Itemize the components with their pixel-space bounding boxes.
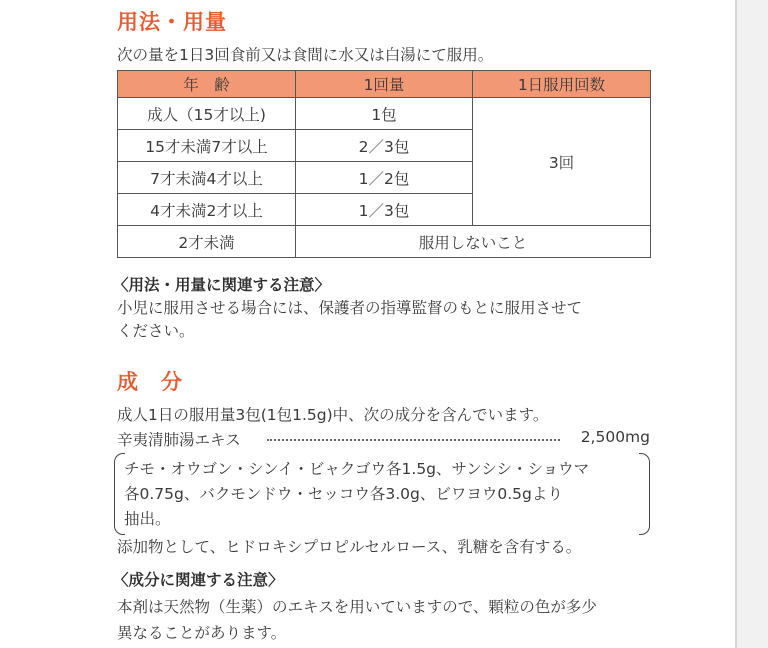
ingredient-caution-heading: 〈成分に関連する注意〉 [113, 571, 284, 589]
age-cell: 7才未満4才以上 [118, 162, 296, 194]
crude-drug-line: 各0.75g、バクモンドウ・セッコウ各3.0g、ビワヨウ0.5gより [124, 485, 563, 503]
extract-name: 辛夷清肺湯エキス [117, 431, 241, 449]
table-header-row [118, 71, 651, 98]
crude-drug-line: チモ・オウゴン・シンイ・ビャクゴウ各1.5g、サンシシ・ショウマ [124, 460, 590, 478]
header-times: 1日服用回数 [473, 71, 651, 98]
ingredients-heading: 成 分 [117, 370, 183, 394]
age-cell: 4才未満2才以上 [118, 194, 296, 226]
crude-drug-line: 抽出。 [124, 510, 171, 528]
usage-intro: 次の量を1日3回食前又は食間に水又は白湯にて服用。 [117, 46, 494, 64]
dose-cell: 1／2包 [296, 162, 473, 194]
dose-cell: 1／3包 [296, 194, 473, 226]
dose-cell: 2／3包 [296, 130, 473, 162]
ingredient-caution-line: 本剤は天然物（生薬）のエキスを用いていますので、顆粒の色が多少 [117, 598, 597, 616]
usage-caution-line: 小児に服用させる場合には、保護者の指導監督のもとに服用させて [117, 299, 583, 317]
table-row [118, 226, 651, 258]
leader-dots [267, 439, 560, 441]
times-cell: 3回 [473, 98, 651, 226]
usage-caution-heading: 〈用法・用量に関連する注意〉 [113, 276, 331, 294]
age-cell: 2才未満 [118, 226, 296, 258]
extract-row [117, 428, 650, 448]
table-row [118, 98, 651, 130]
extract-amount: 2,500mg [580, 428, 650, 446]
header-dose: 1回量 [296, 71, 473, 98]
no-dose-cell: 服用しないこと [296, 226, 651, 258]
ingredient-caution-line: 異なることがあります。 [117, 624, 287, 642]
age-cell: 成人（15才以上) [118, 98, 296, 130]
dose-cell: 1包 [296, 98, 473, 130]
ingredients-intro: 成人1日の服用量3包(1包1.5g)中、次の成分を含んでいます。 [117, 406, 549, 424]
additives-text: 添加物として、ヒドロキシプロピルセルロース、乳糖を含有する。 [117, 538, 582, 556]
right-bracket [639, 453, 650, 535]
header-age: 年 齢 [118, 71, 296, 98]
page-edge [735, 0, 737, 648]
usage-caution-line: ください。 [117, 322, 195, 340]
dosage-table [117, 70, 651, 258]
usage-heading: 用法・用量 [117, 10, 227, 34]
age-cell: 15才未満7才以上 [118, 130, 296, 162]
